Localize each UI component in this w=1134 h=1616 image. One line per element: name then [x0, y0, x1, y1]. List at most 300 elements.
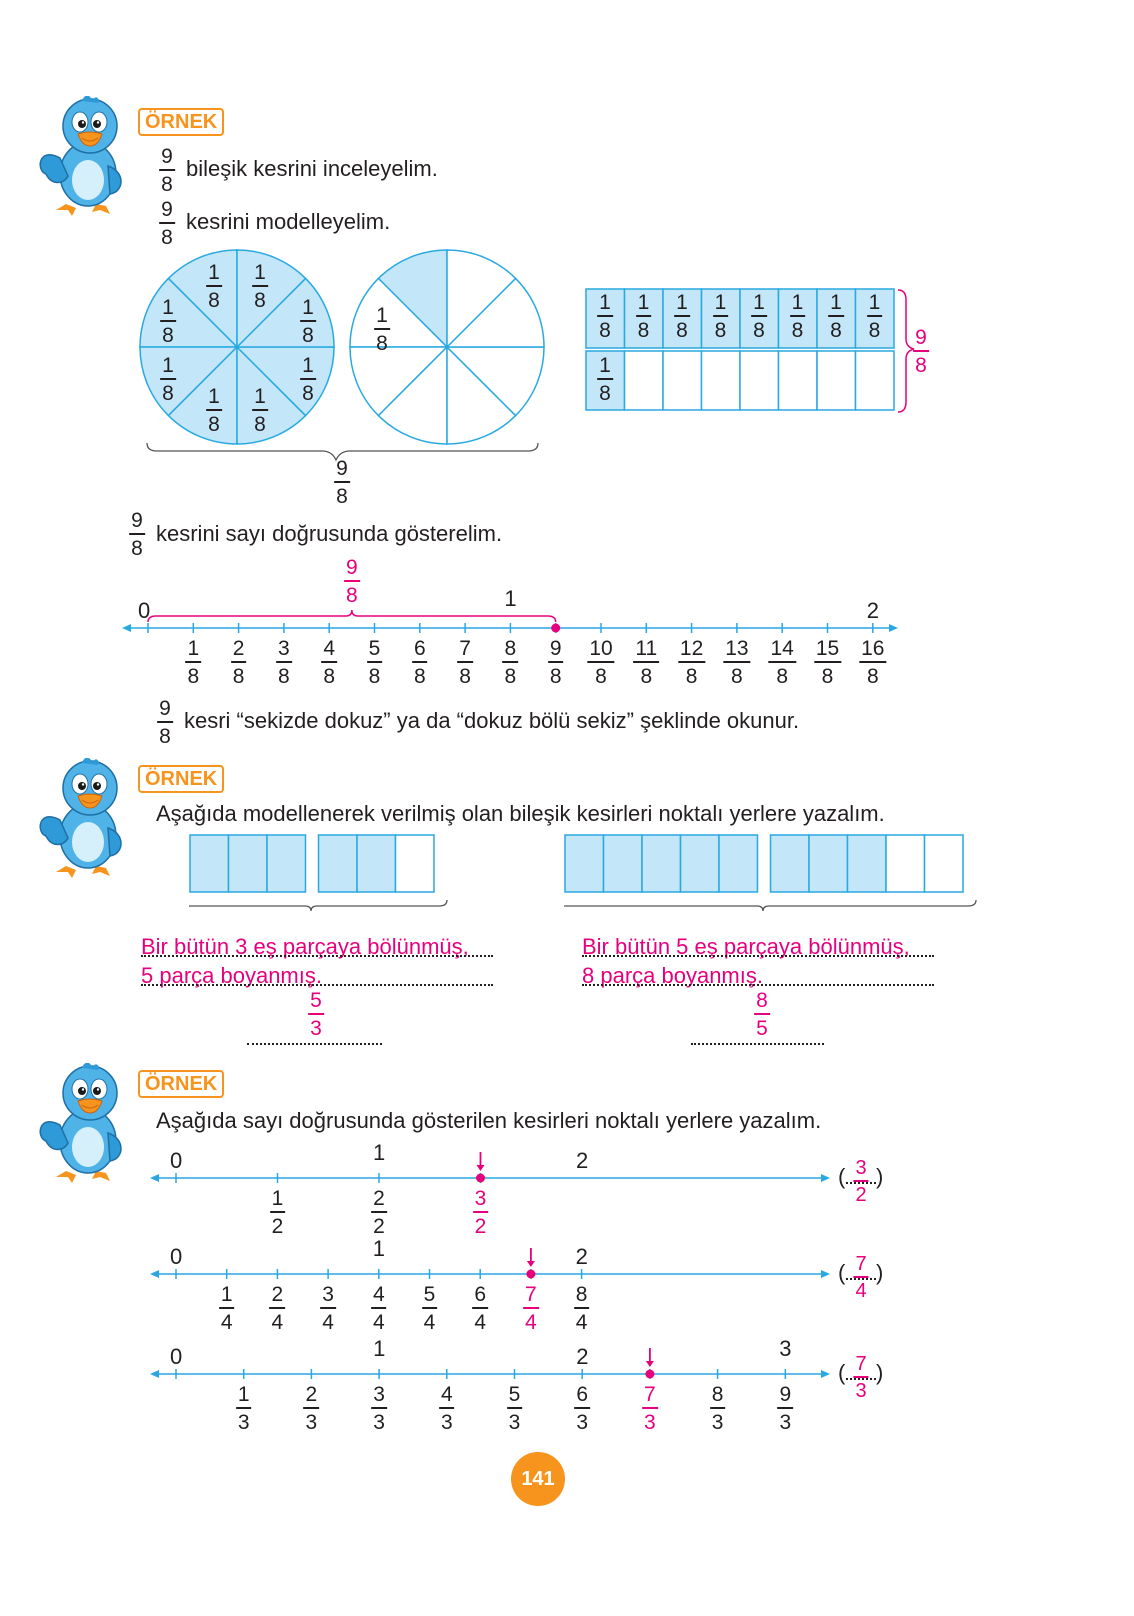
numberline-1-tick-fraction-bar [371, 1211, 387, 1213]
bar1-cell-label-denominator: 8 [791, 318, 804, 342]
numberline-3-tick-fraction [439, 1384, 455, 1433]
bar1-cell-label-numerator: 1 [868, 291, 881, 314]
numberline-3-tick-fraction-numerator: 1 [237, 1383, 250, 1406]
bar1-cell-label-numerator: 1 [676, 291, 688, 314]
numberline-2-tick-fraction [320, 1284, 336, 1333]
circle1-piece-label [252, 386, 268, 435]
bar1-cell-label-numerator: 1 [830, 291, 842, 314]
numberline-tick-fraction [548, 638, 564, 687]
fraction-9-8-reading-bar [157, 721, 173, 723]
arrow-left-icon [150, 1270, 159, 1278]
bar-cell [817, 351, 856, 410]
numberline-2-tick-fraction-denominator: 4 [322, 1310, 334, 1334]
numberline-2-tick-fraction-bar [472, 1307, 488, 1309]
fraction-9-8-line3 [129, 510, 145, 559]
circle1-piece-label [206, 262, 222, 311]
numberline-2-tick-fraction-bar [574, 1307, 590, 1309]
numberline-3-label-3: 3 [779, 1336, 792, 1361]
fraction-9-8-reading-numerator: 9 [159, 697, 171, 720]
bar-cell [856, 351, 895, 410]
numberline-2-tick-fraction-denominator: 4 [525, 1310, 537, 1334]
numberline-tick-fraction-numerator: 14 [770, 637, 794, 660]
arrow-right-icon [889, 624, 898, 632]
numberline-2-label-0: 0 [170, 1244, 183, 1269]
bars-brace [898, 290, 914, 412]
bar1-cell-label [828, 292, 844, 341]
numberline-3-tick-fraction-numerator: 6 [576, 1383, 589, 1406]
circle1-piece-label-numerator: 1 [254, 261, 266, 284]
circle2-piece-label-denominator: 8 [376, 331, 388, 355]
numberline-1-tick-fraction [473, 1188, 489, 1237]
box-model-2-cell [886, 835, 925, 892]
numberline-2-tick-fraction-denominator: 4 [271, 1310, 284, 1334]
numberline-2-tick-fraction [574, 1284, 590, 1333]
down-arrow-head-icon [527, 1261, 535, 1267]
circles-total-fraction [334, 458, 350, 507]
numberline-tick-fraction-denominator: 8 [549, 664, 562, 688]
example1-line1-text: bileşik kesrini inceleyelim. [186, 156, 438, 181]
circle1-piece-label-denominator: 8 [162, 323, 174, 347]
example3-instruction: Aşağıda sayı doğrusunda gösterilen kesirleri noktalı yerlere yazalım. [156, 1108, 822, 1133]
numberline-2-answer-denominator: 4 [855, 1279, 867, 1302]
box-model-1-cell [229, 835, 268, 892]
bar1-cell-label-bar [867, 315, 883, 317]
circle2-piece-label-bar [374, 328, 390, 330]
bar-cell [625, 351, 664, 410]
model2-line2: 8 parça boyanmış. [582, 963, 763, 988]
circle1-piece-label-numerator: 1 [302, 354, 314, 377]
numberline-tick-fraction [457, 638, 473, 687]
numberline-tick-fraction [633, 638, 659, 687]
bar2-cell-label [597, 355, 613, 404]
circle1-piece-label-bar [160, 378, 176, 380]
numberline-tick-fraction-bar [769, 661, 796, 663]
numberline-3-tick-fraction [371, 1384, 387, 1433]
numberline-tick-fraction-numerator: 7 [459, 637, 471, 660]
model2-answer-dotline [691, 1043, 824, 1045]
numberline-3-label-0: 0 [170, 1344, 183, 1369]
numberline-3-tick-fraction-denominator: 3 [711, 1410, 724, 1434]
bar1-cell-label-bar [597, 315, 613, 317]
bar1-cell-label-numerator: 1 [714, 291, 727, 314]
bar1-cell-label-denominator: 8 [868, 318, 881, 342]
numberline-tick-fraction-numerator: 6 [413, 637, 426, 660]
numberline-3-tick-fraction [236, 1384, 252, 1433]
numberline-3-tick-fraction-bar [236, 1407, 252, 1409]
ornek-badge-3: ÖRNEK [138, 1070, 224, 1098]
example2-instruction: Aşağıda modellenerek verilmiş olan bileşik kesirleri noktalı yerlere yazalım. [156, 801, 885, 826]
numberline-2-tick-fraction-denominator: 4 [220, 1310, 233, 1334]
numberline-3-tick-fraction-numerator: 9 [779, 1383, 792, 1406]
numberline-label-2: 2 [866, 598, 880, 623]
circle1-piece-label [206, 386, 222, 435]
down-arrow-head-icon [477, 1165, 485, 1171]
box-model-1-cell [357, 835, 396, 892]
numberline-3-tick-fraction-bar [439, 1407, 455, 1409]
circle1-piece-label-numerator: 1 [162, 296, 174, 319]
numberline-2-label-1: 1 [372, 1236, 386, 1261]
numberline-tick-fraction-denominator: 8 [323, 664, 336, 688]
circle1-piece-label-denominator: 8 [208, 412, 220, 436]
circle1-piece-label-bar [300, 378, 316, 380]
numberline-tick-fraction-bar [367, 661, 383, 663]
example1-reading-text: kesri “sekizde dokuz” ya da “dokuz bölü sekiz” şeklinde okunur. [184, 708, 800, 733]
numberline-2-tick-fraction-denominator: 4 [474, 1310, 487, 1334]
numberline-tick-fraction-bar [276, 661, 292, 663]
numberline-brace [148, 610, 556, 622]
circle1-piece-label-denominator: 8 [208, 288, 220, 312]
model1-answer-numerator: 5 [310, 989, 322, 1012]
numberline-3-tick-fraction-numerator: 2 [305, 1383, 318, 1406]
numberline-eighths [0, 586, 1134, 670]
numberline-3-tick-fraction-numerator: 7 [644, 1383, 656, 1406]
box-model-2-cell [848, 835, 887, 892]
bar1-cell-label-bar [713, 315, 729, 317]
circle1-piece-label-bar [206, 285, 222, 287]
numberline-3-label-1: 1 [373, 1336, 386, 1361]
ornek-badge-2: ÖRNEK [138, 765, 224, 793]
numberline-1-label-0: 0 [170, 1148, 183, 1173]
numberline-3-tick-fraction [642, 1384, 658, 1433]
numberline-tick-fraction [503, 638, 519, 687]
bar1-cell-label [713, 292, 729, 341]
box-model-2 [564, 834, 979, 914]
numberline-2-answer [853, 1254, 868, 1301]
numberline-1-tick-fraction-numerator: 3 [474, 1187, 487, 1210]
numberline-tick-fraction [185, 638, 201, 687]
numberline-3-tick-fraction-denominator: 3 [440, 1410, 453, 1434]
model1-line2: 5 parça boyanmış. [141, 963, 322, 988]
numberline-3-tick-fraction-bar [371, 1407, 387, 1409]
fraction-9-8-line1-denominator: 8 [161, 172, 173, 196]
numberline-3-answer-denominator: 3 [855, 1379, 867, 1402]
numberline-tick-fraction-numerator: 8 [504, 637, 517, 660]
numberline-3-tick-fraction-denominator: 3 [779, 1410, 792, 1434]
numberline-2-tick-fraction-bar [371, 1307, 387, 1309]
numberline-tick-fraction-bar [723, 661, 750, 663]
numberline-tick-fraction-bar [231, 661, 247, 663]
numberline-tick-fraction-numerator: 13 [725, 637, 749, 660]
fraction-9-8-line1 [159, 146, 175, 195]
bar1-cell-label [674, 292, 690, 341]
circle1-piece-label-numerator: 1 [254, 385, 266, 408]
numberline-3-tick-fraction [574, 1384, 590, 1433]
numberline-1-tick-fraction-bar [270, 1211, 286, 1213]
numberline-1-answer [853, 1158, 868, 1205]
bar1-cell-label-bar [674, 315, 690, 317]
model2-dotline-2 [582, 984, 934, 986]
numberline-tick-fraction-denominator: 8 [504, 664, 517, 688]
model2-answer-bar [754, 1013, 770, 1015]
box-model-2-cell [642, 835, 681, 892]
fraction-9-8-line3-denominator: 8 [131, 536, 143, 560]
fraction-9-8-line2-numerator: 9 [161, 198, 173, 221]
fraction-9-8-line1-numerator: 9 [161, 145, 173, 168]
box-model-2-brace [564, 900, 976, 911]
bars-total-fraction-numerator: 9 [915, 326, 927, 349]
fraction-9-8-line1-bar [159, 169, 175, 171]
numberline-3-tick-fraction-bar [304, 1407, 320, 1409]
bar1-cell-label-denominator: 8 [830, 318, 842, 342]
mascot-bird-1 [38, 96, 138, 221]
bars-total-fraction [913, 327, 929, 376]
numberline-brace-fraction-bar [344, 580, 360, 582]
model1-dotline-2 [141, 984, 493, 986]
numberline-2-tick-fraction [270, 1284, 286, 1333]
numberline-2-tick-fraction [422, 1284, 438, 1333]
numberline-3-tick-fraction [507, 1384, 523, 1433]
box-model-2-cell [925, 835, 964, 892]
model1-answer-denominator: 3 [310, 1016, 322, 1040]
numberline-1-answer-open-paren: ( [838, 1164, 846, 1189]
numberline-tick-fraction-denominator: 8 [278, 664, 290, 688]
bar1-cell-label [597, 292, 613, 341]
numberline-tick-fraction-bar [633, 661, 659, 663]
circle1-piece-label-numerator: 1 [162, 354, 174, 377]
page-number: 141 [521, 1467, 555, 1490]
arrow-right-icon [821, 1270, 830, 1278]
circle1-piece-label-denominator: 8 [254, 288, 266, 312]
box-model-2-cell [809, 835, 848, 892]
circle2-piece-label-numerator: 1 [376, 304, 388, 327]
circles-total-fraction-bar [334, 481, 350, 483]
numberline-label-0: 0 [138, 598, 151, 623]
numberline-tick-fraction-numerator: 15 [815, 637, 840, 660]
fraction-9-8-line3-numerator: 9 [131, 509, 143, 532]
numberline-brace-fraction [344, 557, 360, 606]
numberline-2-tick-fraction-bar [422, 1307, 438, 1309]
model1-answer-dotline [247, 1043, 382, 1045]
bar1-cell-label-numerator: 1 [637, 291, 650, 314]
numberline-1-marked-point [476, 1174, 485, 1183]
arrow-right-icon [821, 1370, 830, 1378]
numberline-3-tick-fraction-numerator: 5 [508, 1383, 521, 1406]
bars-total-fraction-denominator: 8 [915, 353, 927, 377]
numberline-2-tick-fraction-numerator: 2 [271, 1283, 284, 1306]
numberline-1-tick-fraction [371, 1188, 387, 1237]
fraction-9-8-line2-bar [159, 222, 175, 224]
numberline-tick-fraction-bar [457, 661, 473, 663]
numberline-2-tick-fraction-bar [320, 1307, 336, 1309]
numberline-3-tick-fraction-denominator: 3 [576, 1410, 589, 1434]
bar1-cell-label [636, 292, 652, 341]
numberline-1-tick-fraction-numerator: 2 [373, 1187, 385, 1210]
bar1-cell-label-numerator: 1 [753, 291, 765, 314]
circle1-piece-label-bar [252, 285, 268, 287]
numberline-tick-fraction-denominator: 8 [640, 664, 653, 688]
model2-answer-numerator: 8 [756, 989, 768, 1012]
numberline-tick-fraction [723, 638, 750, 687]
model2-dotline-1 [582, 955, 934, 957]
numberline-2-tick-fraction [371, 1284, 387, 1333]
numberline-tick-fraction-bar [814, 661, 841, 663]
box-model-2-cell [719, 835, 758, 892]
numberline-tick-fraction-numerator: 2 [232, 637, 245, 660]
model2-line1: Bir bütün 5 eş parçaya bölünmüş, [582, 934, 910, 959]
fraction-9-8-line2-denominator: 8 [161, 225, 173, 249]
circle1-piece-label-bar [300, 320, 316, 322]
circle1-piece-label-bar [252, 409, 268, 411]
bar1-cell-label [790, 292, 806, 341]
numberline-2-tick-fraction [219, 1284, 235, 1333]
numberline-tick-fraction-numerator: 9 [549, 637, 562, 660]
circle1-piece-label [160, 297, 176, 346]
box-model-2-cell [604, 835, 643, 892]
numberline-3-tick-fraction-numerator: 4 [440, 1383, 453, 1406]
numberline-tick-fraction-denominator: 8 [595, 664, 607, 688]
numberline-2-tick-fraction-denominator: 4 [575, 1310, 588, 1334]
numberline-3-tick-fraction-denominator: 3 [305, 1410, 318, 1434]
model1-dotline-1 [141, 955, 493, 957]
numberline-1-tick-fraction-numerator: 1 [271, 1187, 284, 1210]
circle1-piece-label [300, 355, 316, 404]
numberline-1-tick-fraction-bar [473, 1211, 489, 1213]
circle2-piece-label [374, 305, 390, 354]
numberline-3-tick-fraction-numerator: 3 [373, 1383, 385, 1406]
circle1-piece-label [160, 355, 176, 404]
circle1-piece-label [252, 262, 268, 311]
circle-model-full [140, 250, 334, 444]
box-model-2-cell [681, 835, 720, 892]
numberline-3-label-2: 2 [576, 1344, 589, 1369]
numberline-tick-fraction-denominator: 8 [413, 664, 426, 688]
circle1-piece-label-bar [160, 320, 176, 322]
numberline-tick-fraction [276, 638, 292, 687]
numberline-tick-fraction-numerator: 11 [635, 637, 658, 660]
numberline-tick-fraction-denominator: 8 [232, 664, 245, 688]
numberline-tick-fraction-denominator: 8 [368, 664, 381, 688]
numberline-tick-fraction-denominator: 8 [776, 664, 789, 688]
circles-total-fraction-numerator: 9 [336, 457, 348, 480]
bar1-cell-label [867, 292, 883, 341]
numberline-3-tick-fraction-numerator: 8 [711, 1383, 724, 1406]
page-number-badge [511, 1452, 565, 1506]
numberline-2-tick-fraction-numerator: 5 [423, 1283, 436, 1306]
bar1-cell-label-denominator: 8 [599, 318, 611, 342]
box-model-2-cell [565, 835, 604, 892]
model2-answer-denominator: 5 [756, 1016, 768, 1040]
numberline-tick-fraction-bar [321, 661, 337, 663]
numberline-2-tick-fraction-numerator: 8 [575, 1283, 588, 1306]
bar-cell [740, 351, 779, 410]
numberline-tick-fraction-numerator: 16 [861, 637, 885, 660]
circles-total-fraction-denominator: 8 [336, 484, 348, 508]
mascot-bird-2 [38, 758, 138, 883]
fraction-9-8-line3-bar [129, 533, 145, 535]
numberline-2-tick-fraction [523, 1284, 539, 1333]
numberline-1-answer-numerator: 3 [855, 1157, 867, 1179]
numberline-tick-fraction-denominator: 8 [187, 664, 200, 688]
circle1-piece-label-numerator: 1 [302, 296, 314, 319]
bar1-cell-label-numerator: 1 [599, 291, 611, 314]
arrow-left-icon [150, 1174, 159, 1182]
numberline-tick-fraction [231, 638, 247, 687]
numberline-2-tick-fraction-bar [219, 1307, 235, 1309]
numberline-tick-fraction-bar [412, 661, 428, 663]
numberline-2-tick-fraction-numerator: 6 [474, 1283, 487, 1306]
numberline-2-answer-close-paren: ) [876, 1260, 884, 1285]
bar1-cell-label-bar [636, 315, 652, 317]
numberline-1-tick-fraction-denominator: 2 [373, 1214, 385, 1238]
model1-line1: Bir bütün 3 eş parçaya bölünmüş, [141, 934, 469, 959]
bars-total-fraction-bar [913, 350, 929, 352]
bar-cell [663, 351, 702, 410]
marked-point [551, 624, 560, 633]
circle1-piece-label-numerator: 1 [208, 261, 220, 284]
numberline-2-answer-numerator: 7 [855, 1253, 867, 1275]
numberline-1-label-1: 1 [373, 1140, 386, 1165]
bar1-cell-label-numerator: 1 [791, 291, 804, 314]
numberline-1-answer-bar [853, 1180, 868, 1182]
numberline-tick-fraction-denominator: 8 [866, 664, 879, 688]
numberline-tick-fraction-denominator: 8 [459, 664, 471, 688]
box-model-1-cell [267, 835, 306, 892]
box-model-1-brace [189, 900, 447, 911]
box-model-2-cell [771, 835, 810, 892]
numberline-1-answer-close-paren: ) [876, 1164, 884, 1189]
numberline-1-label-2: 2 [576, 1148, 589, 1173]
numberline-tick-fraction-bar [859, 661, 886, 663]
arrow-right-icon [821, 1174, 830, 1182]
numberline-3-tick-fraction-bar [574, 1407, 590, 1409]
numberline-3-answer-numerator: 7 [855, 1353, 867, 1375]
bar1-cell-label-denominator: 8 [676, 318, 688, 342]
numberline-tick-fraction-numerator: 3 [278, 637, 290, 660]
numberline-tick-fraction-numerator: 4 [323, 637, 336, 660]
numberline-2-tick-fraction-bar [523, 1307, 539, 1309]
circle1-piece-label-denominator: 8 [302, 323, 314, 347]
bar1-cell-label-denominator: 8 [637, 318, 650, 342]
bar2-cell-label-numerator: 1 [599, 354, 611, 377]
numberline-tick-fraction-numerator: 12 [679, 637, 704, 660]
numberline-tick-fraction [321, 638, 337, 687]
example1-line2-text: kesrini modelleyelim. [186, 209, 391, 234]
numberline-tick-fraction [859, 638, 886, 687]
circle1-piece-label-bar [206, 409, 222, 411]
model1-answer-bar [308, 1013, 324, 1015]
numberline-brace-fraction-numerator: 9 [346, 556, 358, 579]
fraction-9-8-reading [157, 698, 173, 747]
model2-answer [754, 990, 770, 1039]
numberline-tick-fraction-numerator: 5 [368, 637, 381, 660]
bar-cell [702, 351, 741, 410]
numberline-3-marked-point [645, 1370, 654, 1379]
circle1-piece-label [300, 297, 316, 346]
numberline-tick-fraction-bar [503, 661, 519, 663]
numberline-2-tick-fraction-denominator: 4 [372, 1310, 385, 1334]
numberline-3-tick-fraction [710, 1384, 726, 1433]
box-model-1-cell [396, 835, 435, 892]
numberline-3-tick-fraction-denominator: 3 [644, 1410, 656, 1434]
numberline-2-tick-fraction-numerator: 1 [220, 1283, 233, 1306]
numberline-tick-fraction-bar [185, 661, 201, 663]
numberline-2-tick-fraction-numerator: 7 [525, 1283, 537, 1306]
numberline-2-answer-bar [853, 1276, 868, 1278]
numberline-3-tick-fraction-denominator: 3 [237, 1410, 250, 1434]
numberline-3-answer [853, 1354, 868, 1401]
numberline-2-marked-point [526, 1270, 535, 1279]
box-model-1-cell [319, 835, 358, 892]
bar2-cell-label-denominator: 8 [599, 381, 611, 405]
numberline-tick-fraction [769, 638, 796, 687]
numberline-tick-fraction-denominator: 8 [731, 664, 743, 688]
bar1-cell-label-bar [790, 315, 806, 317]
bar1-cell-label-denominator: 8 [714, 318, 727, 342]
numberline-2-tick-fraction [472, 1284, 488, 1333]
numberline-3-tick-fraction-bar [507, 1407, 523, 1409]
numberline-brace-fraction-denominator: 8 [346, 583, 358, 607]
circle1-piece-label-numerator: 1 [208, 385, 220, 408]
